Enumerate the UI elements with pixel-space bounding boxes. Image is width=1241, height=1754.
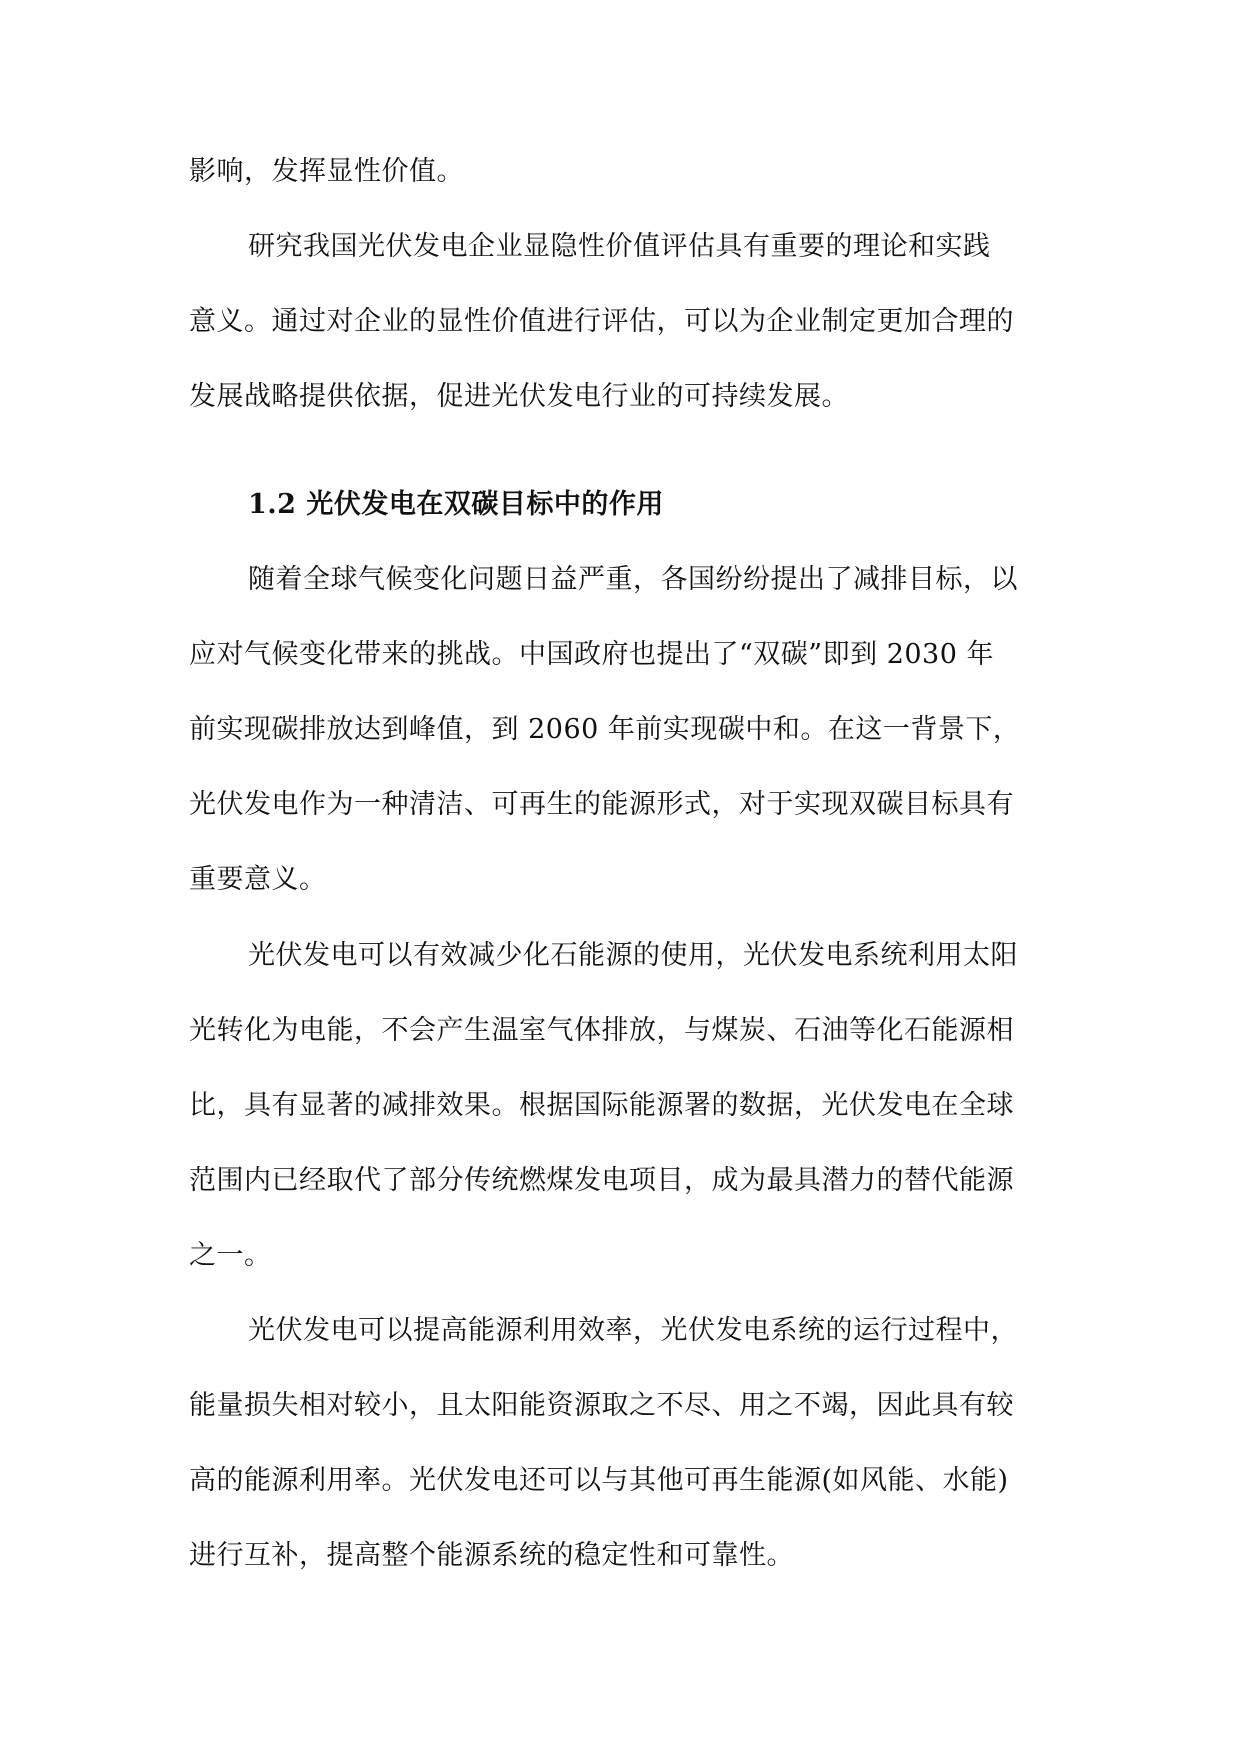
paragraph-line: 范围内已经取代了部分传统燃煤发电项目，成为最具潜力的替代能源 [189,1165,1014,1196]
paragraph-line: 前实现碳排放达到峰值，到 2060 年前实现碳中和。在这一背景下， [189,714,1021,745]
paragraph-line: 随着全球气候变化问题日益严重，各国纷纷提出了减排目标，以 [248,564,1018,595]
paragraph-line: 光伏发电作为一种清洁、可再生的能源形式，对于实现双碳目标具有 [189,789,1014,820]
paragraph-line: 应对气候变化带来的挑战。中国政府也提出了“双碳”即到 2030 年 [189,639,994,670]
paragraph-line: 光伏发电可以有效减少化石能源的使用，光伏发电系统利用太阳 [248,940,1018,971]
paragraph-line: 光转化为电能，不会产生温室气体排放，与煤炭、石油等化石能源相 [189,1015,1014,1046]
paragraph-line: 能量损失相对较小，且太阳能资源取之不尽、用之不竭，因此具有较 [189,1390,1014,1421]
paragraph-line: 比，具有显著的减排效果。根据国际能源署的数据，光伏发电在全球 [189,1090,1014,1121]
paragraph-line: 高的能源利用率。光伏发电还可以与其他可再生能源(如风能、水能) [189,1465,1009,1496]
paragraph-line: 意义。通过对企业的显性价值进行评估，可以为企业制定更加合理的 [189,306,1014,337]
paragraph-line: 光伏发电可以提高能源利用效率，光伏发电系统的运行过程中， [248,1315,1018,1346]
paragraph-line: 研究我国光伏发电企业显隐性价值评估具有重要的理论和实践 [248,231,991,262]
section-heading: 1.2 光伏发电在双碳目标中的作用 [248,489,664,520]
paragraph-line: 进行互补，提高整个能源系统的稳定性和可靠性。 [189,1540,794,1571]
paragraph-line: 影响，发挥显性价值。 [189,156,464,187]
paragraph-line: 发展战略提供依据，促进光伏发电行业的可持续发展。 [189,381,849,412]
paragraph-line: 之一。 [189,1240,272,1271]
paragraph-line: 重要意义。 [189,864,327,895]
